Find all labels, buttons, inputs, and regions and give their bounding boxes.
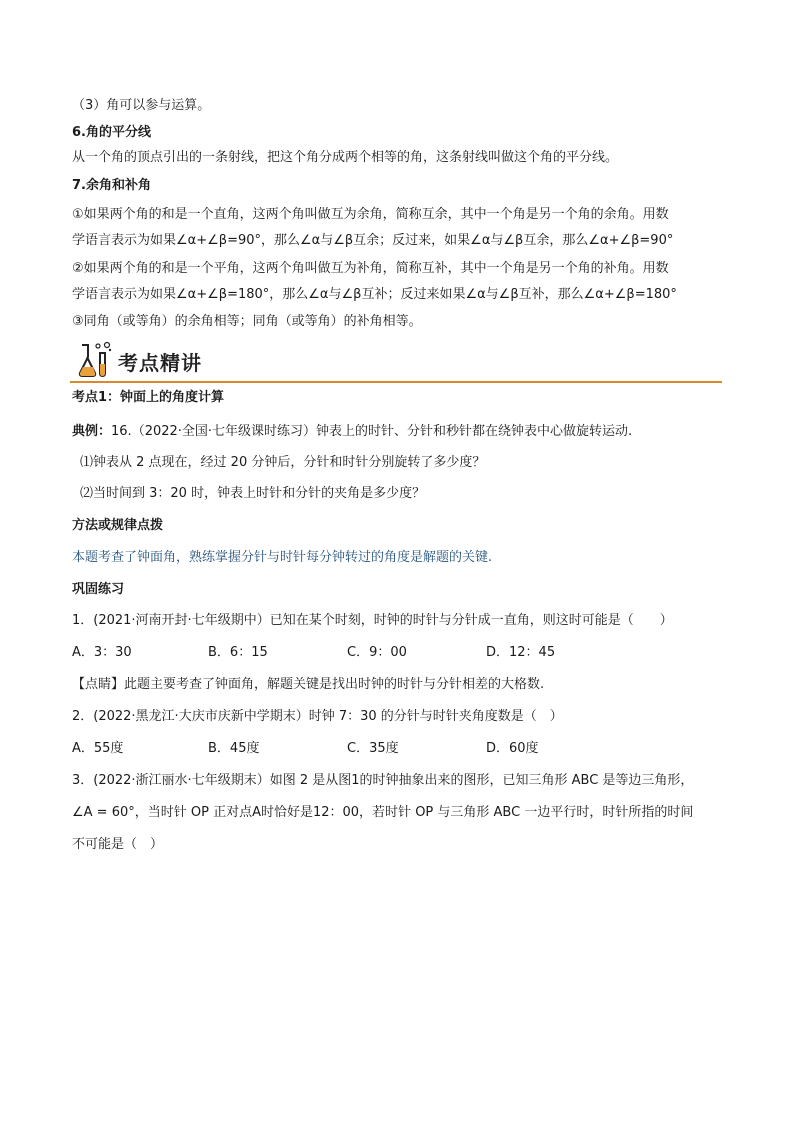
practice-1-note: 【点睛】此题主要考查了钟面角，解题关键是找出时钟的时针与分针相差的大格数. <box>72 677 545 692</box>
text-line: 学语言表示为如果∠α+∠β=90°，那么∠α与∠β互余；反过来，如果∠α与∠β互余，那么∠α+∠β=90° <box>72 233 674 248</box>
option-c: C．9：00 <box>347 645 407 660</box>
option-d: D．12：45 <box>486 645 556 660</box>
method-text: 本题考查了钟面角，熟练掌握分针与时针每分钟转过的角度是解题的关键. <box>72 550 493 565</box>
example-text: 16.（2022·全国·七年级课时练习）钟表上的时针、分针和秒针都在绕钟表中心做旋转运动. <box>111 424 633 439</box>
text-line: ②如果两个角的和是一个平角，这两个角叫做互为补角，简称互补，其中一个角是另一个角的补角。用数 <box>72 261 669 276</box>
text-line: 学语言表示为如果∠α+∠β=180°，那么∠α与∠β互补；反过来如果∠α与∠β互补，那么∠α+∠β=180° <box>72 287 677 302</box>
banner-divider <box>70 381 722 383</box>
option-a: A．55度 <box>72 741 124 756</box>
example-question-1: ⑴钟表从 2 点现在，经过 20 分钟后，分针和时针分别旋转了多少度？ <box>80 455 486 470</box>
section-heading-7: 7.余角和补角 <box>72 178 151 193</box>
section-banner <box>70 337 722 383</box>
option-b: B．45度 <box>208 741 260 756</box>
practice-3-line-3: 不可能是（ ） <box>72 837 164 852</box>
practice-3-line-1: 3．(2022·浙江丽水·七年级期末）如图 2 是从图1的时钟抽象出来的图形，已知三角形 ABC 是等边三角形， <box>72 773 694 788</box>
text-line: ③同角（或等角）的余角相等；同角（或等角）的补角相等。 <box>72 314 422 329</box>
practice-1-options <box>72 644 712 662</box>
option-b: B．6：15 <box>208 645 268 660</box>
flask-icon <box>74 339 114 379</box>
method-title: 方法或规律点拨 <box>72 518 164 533</box>
option-c: C．35度 <box>347 741 399 756</box>
banner-title: 考点精讲 <box>118 351 202 375</box>
practice-title: 巩固练习 <box>72 582 125 597</box>
option-a: A．3：30 <box>72 645 132 660</box>
practice-3-line-2: ∠A = 60°，当时针 OP 正对点A时恰好是12：00，若时针 OP 与三角形 ABC 一边平行时，时针所指的时间 <box>72 805 694 820</box>
kp-title: 考点1：钟面上的角度计算 <box>72 390 225 405</box>
section-heading-6: 6.角的平分线 <box>72 125 151 140</box>
example-question-2: ⑵当时间到 3：20 时，钟表上时针和分针的夹角是多少度？ <box>80 486 426 501</box>
text-line: ①如果两个角的和是一个直角，这两个角叫做互为余角，简称互余，其中一个角是另一个角的余角。用数 <box>72 207 669 222</box>
example-line <box>72 423 632 441</box>
example-label: 典例： <box>72 424 112 439</box>
practice-2-stem: 2．(2022·黑龙江·大庆市庆新中学期末）时钟 7：30 的分针与时针夹角度数是（ ） <box>72 709 563 724</box>
practice-1-stem: 1．(2021·河南开封·七年级期中）已知在某个时刻，时钟的时针与分针成一直角，则这时可能是（ ） <box>72 613 673 628</box>
text-line: （3）角可以参与运算。 <box>72 98 211 113</box>
text-line: 从一个角的顶点引出的一条射线，把这个角分成两个相等的角，这条射线叫做这个角的平分线。 <box>72 150 619 165</box>
option-d: D．60度 <box>486 741 539 756</box>
practice-2-options <box>72 740 712 758</box>
